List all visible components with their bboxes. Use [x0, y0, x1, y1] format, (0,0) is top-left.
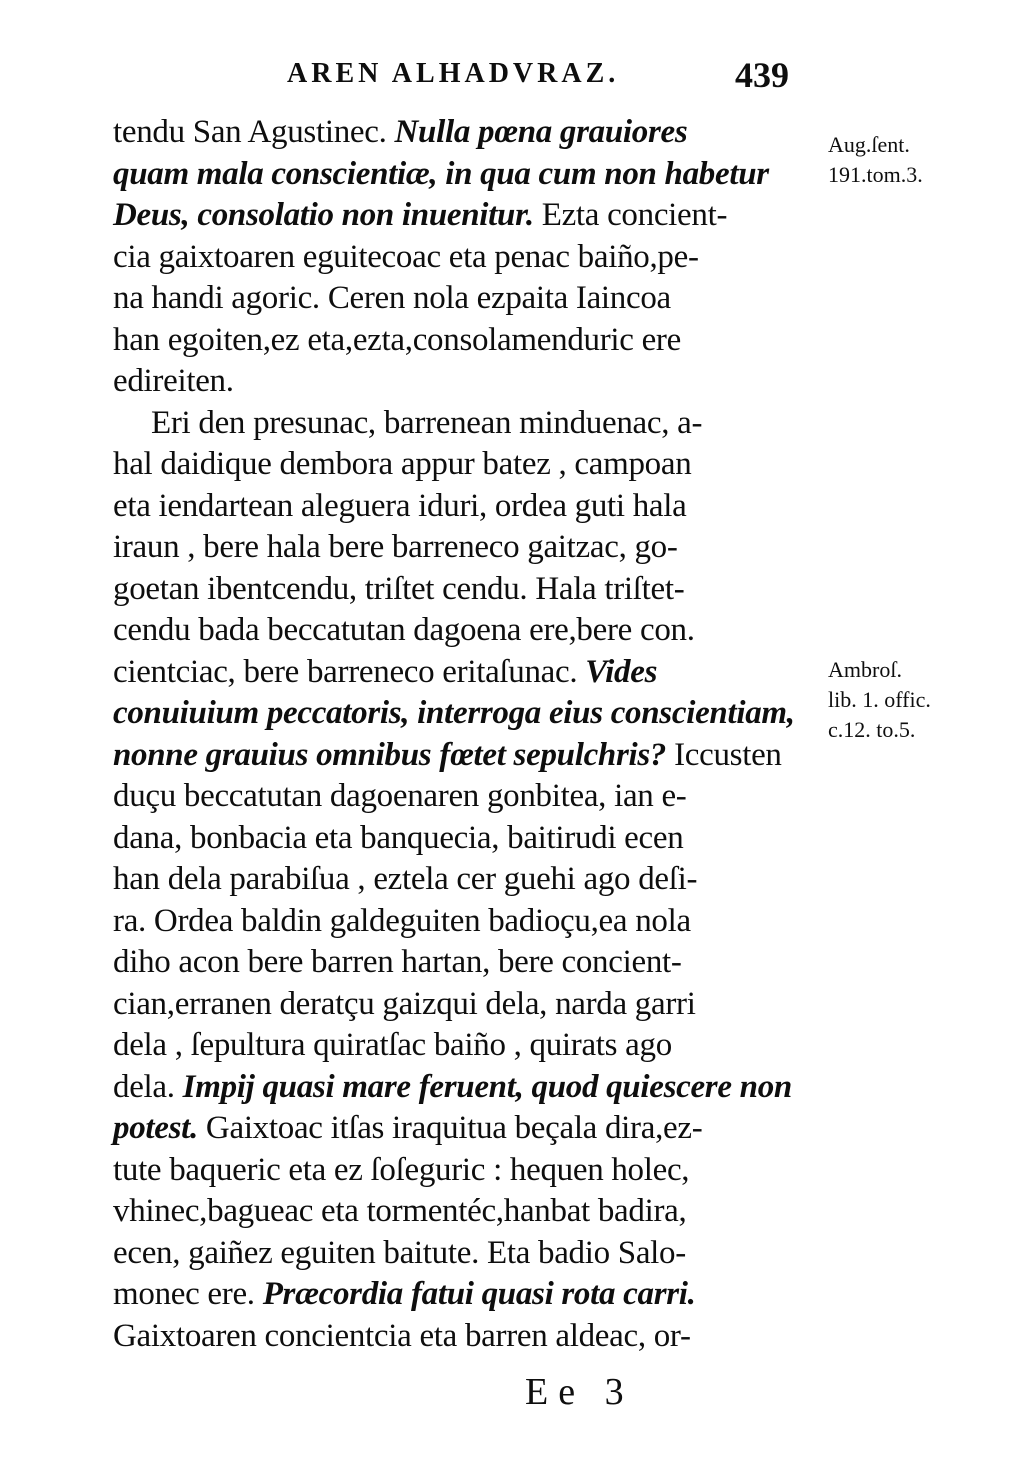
- latin-quotation: Præcordia fatui quasi rota carri.: [262, 1276, 696, 1312]
- text-line: [113, 610, 818, 652]
- text-line: [113, 1150, 818, 1192]
- text-segment: dela.: [113, 1068, 183, 1105]
- margin-note-ambrose: [828, 655, 1018, 745]
- text-line: [113, 486, 818, 528]
- page-number: 439: [735, 55, 789, 95]
- latin-quotation: potest.: [113, 1110, 198, 1146]
- text-segment: Eri den presunac, barrenean minduenac, a-: [151, 404, 703, 441]
- text-line: [113, 1233, 818, 1275]
- margin-note-line: c.12. to.5.: [828, 717, 916, 742]
- text-line: [113, 1067, 818, 1109]
- signature-mark: Ee 3: [525, 1371, 634, 1413]
- text-segment: tute baqueric eta ez ſoſeguric : hequen holec,: [113, 1151, 690, 1188]
- text-segment: cian,erranen deratçu gaizqui dela, narda garri: [113, 985, 696, 1022]
- text-line: [113, 942, 818, 984]
- text-line: [113, 859, 818, 901]
- text-line: [113, 195, 818, 237]
- latin-quotation: Deus, consolatio non inuenitur.: [113, 197, 534, 233]
- latin-quotation: Nulla pœna grauiores: [394, 114, 688, 150]
- text-segment: ecen, gaiñez eguiten baitute. Eta badio Salo-: [113, 1234, 686, 1271]
- text-line: [113, 901, 818, 943]
- text-segment: duçu beccatutan dagoenaren gonbitea, ian e-: [113, 778, 687, 814]
- latin-quotation: Vides: [585, 653, 658, 690]
- text-segment: edireiten.: [113, 363, 234, 399]
- text-segment: vhinec,bagueac eta tormentéc,hanbat badira,: [113, 1193, 687, 1229]
- text-line: [113, 403, 818, 445]
- text-line: [113, 527, 818, 569]
- margin-note-line: lib. 1. offic.: [828, 687, 931, 712]
- text-segment: monec ere.: [113, 1276, 263, 1312]
- text-line: [113, 984, 818, 1026]
- text-segment: dana, bonbacia eta banquecia, baitirudi ecen: [113, 819, 684, 856]
- text-line: [113, 154, 818, 196]
- latin-quotation: conuiuium peccatoris, interroga eius conscientiam,: [113, 695, 795, 731]
- margin-note-line: Ambroſ.: [828, 657, 902, 682]
- text-line: [113, 1025, 818, 1067]
- text-line: [113, 1108, 818, 1150]
- text-segment: ra. Ordea baldin galdeguiten badioçu,ea nola: [113, 902, 691, 939]
- text-line: [113, 735, 818, 777]
- margin-note-line: 191.tom.3.: [828, 162, 923, 187]
- text-segment: Gaixtoaren concientcia eta barren aldeac, or-: [113, 1317, 691, 1354]
- text-line: [113, 652, 818, 694]
- text-segment: Iccusten: [666, 736, 782, 773]
- text-segment: cientciac, bere barreneco eritaſunac.: [113, 653, 586, 690]
- text-line: [113, 1274, 818, 1316]
- text-line: [113, 776, 818, 818]
- text-segment: Ezta concient-: [533, 197, 728, 233]
- text-segment: cia gaixtoaren eguitecoac eta penac baiño,pe-: [113, 238, 699, 275]
- text-segment: eta iendartean aleguera iduri, ordea guti hala: [113, 487, 687, 524]
- text-line: [113, 112, 818, 154]
- running-head: AREN ALHADVRAZ.: [287, 58, 620, 89]
- text-line: [113, 361, 818, 403]
- text-line: [113, 1316, 818, 1358]
- text-segment: goetan ibentcendu, triſtet cendu. Hala triſtet-: [113, 570, 685, 607]
- text-line: [113, 444, 818, 486]
- text-segment: diho acon bere barren hartan, bere concient-: [113, 944, 682, 980]
- text-segment: hal daidique dembora appur batez , campoan: [113, 446, 692, 482]
- text-line: [113, 278, 818, 320]
- text-line: [113, 1191, 818, 1233]
- text-segment: cendu bada beccatutan dagoena ere,bere con.: [113, 612, 695, 648]
- text-segment: han egoiten,ez eta,ezta,consolamenduric ere: [113, 321, 681, 358]
- text-line: [113, 818, 818, 860]
- page-header: [0, 55, 1023, 98]
- margin-note-line: Aug.ſent.: [828, 132, 910, 157]
- latin-quotation: nonne grauius omnibus fœtet sepulchris?: [113, 736, 667, 773]
- latin-quotation: Impij quasi mare feruent, quod quiescere non: [182, 1068, 792, 1105]
- text-segment: na handi agoric. Ceren nola ezpaita Iaincoa: [113, 280, 671, 316]
- text-line: [113, 693, 818, 735]
- latin-quotation: quam mala conscientiæ, in qua cum non habetur: [113, 155, 769, 192]
- text-line: [113, 320, 818, 362]
- main-text: [113, 112, 818, 1357]
- margin-note-augustine: [828, 130, 1018, 190]
- page-footer: [0, 1370, 1023, 1420]
- text-line: [113, 569, 818, 611]
- text-segment: dela , ſepultura quiratſac baiño , quirats ago: [113, 1027, 672, 1063]
- text-segment: Gaixtoac itſas iraquitua beçala dira,ez-: [197, 1110, 703, 1146]
- text-segment: han dela parabiſua , eztela cer guehi ago deſi-: [113, 861, 698, 897]
- text-line: [113, 237, 818, 279]
- text-segment: iraun , bere hala bere barreneco gaitzac, go-: [113, 529, 678, 565]
- text-segment: tendu San Agustinec.: [113, 114, 395, 150]
